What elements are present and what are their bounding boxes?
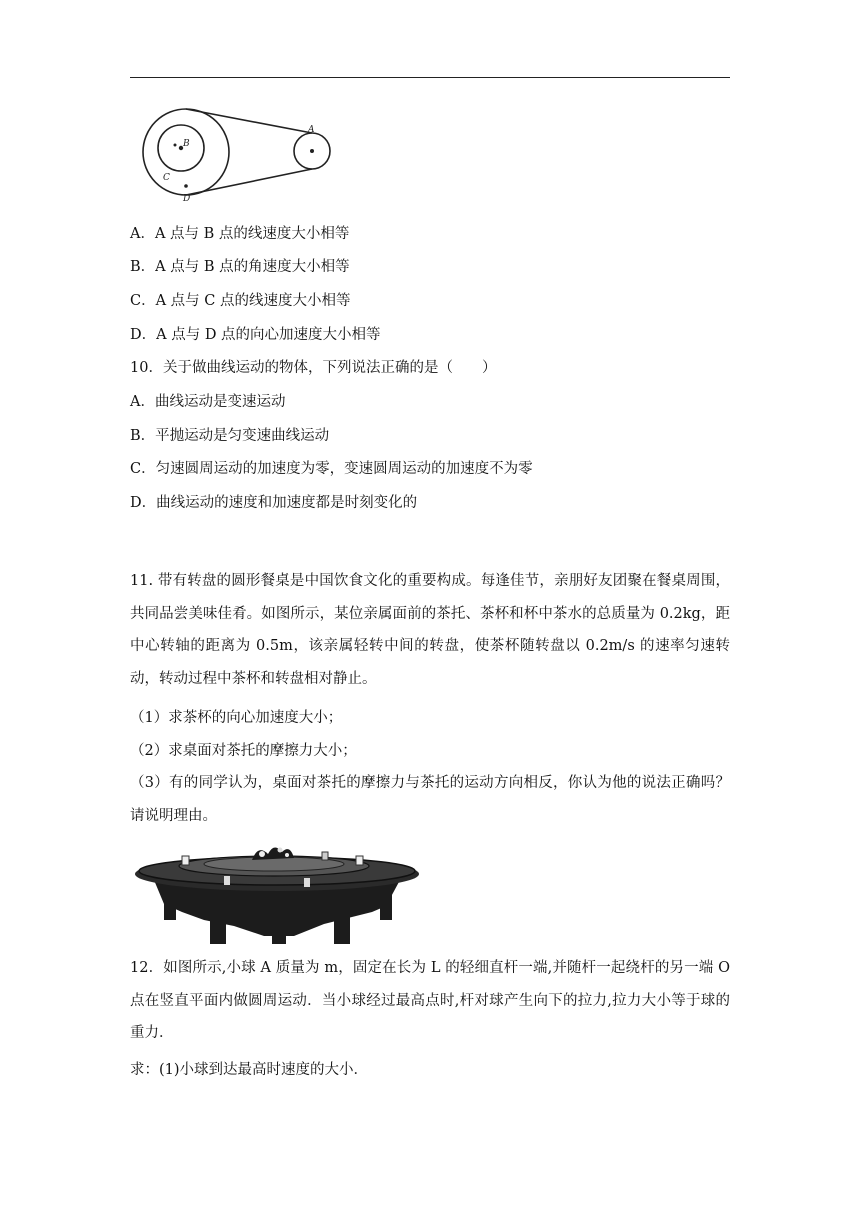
- round-table-figure: [134, 840, 420, 946]
- large-wheel: [143, 109, 229, 195]
- q11-sub1: （1）求茶杯的向心加速度大小；: [130, 710, 343, 726]
- q12-stem: 12．如图所示,小球 A 质量为 m，固定在长为 L 的轻细直杆一端,并随杆一起绕杆的另一端 O 点在竖直平面内做圆周运动．当小球经过最高点时,杆对球产生向下的拉力,拉力大小等于球的重力．: [130, 960, 730, 1041]
- belt-bottom: [186, 169, 312, 195]
- q11-stem: 11. 带有转盘的圆形餐桌是中国饮食文化的重要构成。每逢佳节，亲朋好友团聚在餐桌周围，共同品尝美味佳肴。如图所示，某位亲属面前的茶托、茶杯和杯中茶水的总质量为 0.2kg，距中心转轴的距离为 0.5m，该亲属轻转中间的转盘，使茶杯随转盘以 0.2m/s 的速率匀速转动，转动过程中茶杯和转盘相对静止。: [130, 573, 730, 687]
- header-rule: [130, 77, 730, 78]
- q10-stem: 10．关于做曲线运动的物体，下列说法正确的是（ ）: [130, 360, 497, 376]
- label-b: B: [183, 139, 190, 149]
- q10-option-a: A．曲线运动是变速运动: [130, 394, 286, 410]
- q9-option-b: B．A 点与 B 点的角速度大小相等: [130, 259, 350, 275]
- q9-option-a: A．A 点与 B 点的线速度大小相等: [130, 226, 350, 242]
- label-a: A: [308, 125, 315, 135]
- belt-top: [186, 109, 312, 133]
- q9-option-c: C．A 点与 C 点的线速度大小相等: [130, 293, 351, 309]
- q11-sub2: （2）求桌面对茶托的摩擦力大小；: [130, 743, 357, 759]
- label-d: D: [183, 194, 191, 204]
- q12-ask: 求：(1)小球到达最高时速度的大小．: [130, 1062, 369, 1078]
- q11-sub3: （3）有的同学认为，桌面对茶托的摩擦力与茶托的运动方向相反，你认为他的说法正确吗？请说明理由。: [130, 775, 730, 824]
- label-c: C: [163, 173, 170, 183]
- q9-option-d: D．A 点与 D 点的向心加速度大小相等: [130, 327, 381, 343]
- q10-option-d: D．曲线运动的速度和加速度都是时刻变化的: [130, 495, 418, 511]
- q10-option-b: B．平抛运动是匀变速曲线运动: [130, 428, 330, 444]
- q10-option-c: C．匀速圆周运动的加速度为零，变速圆周运动的加速度不为零: [130, 461, 533, 477]
- pulley-belt-figure: [136, 108, 336, 206]
